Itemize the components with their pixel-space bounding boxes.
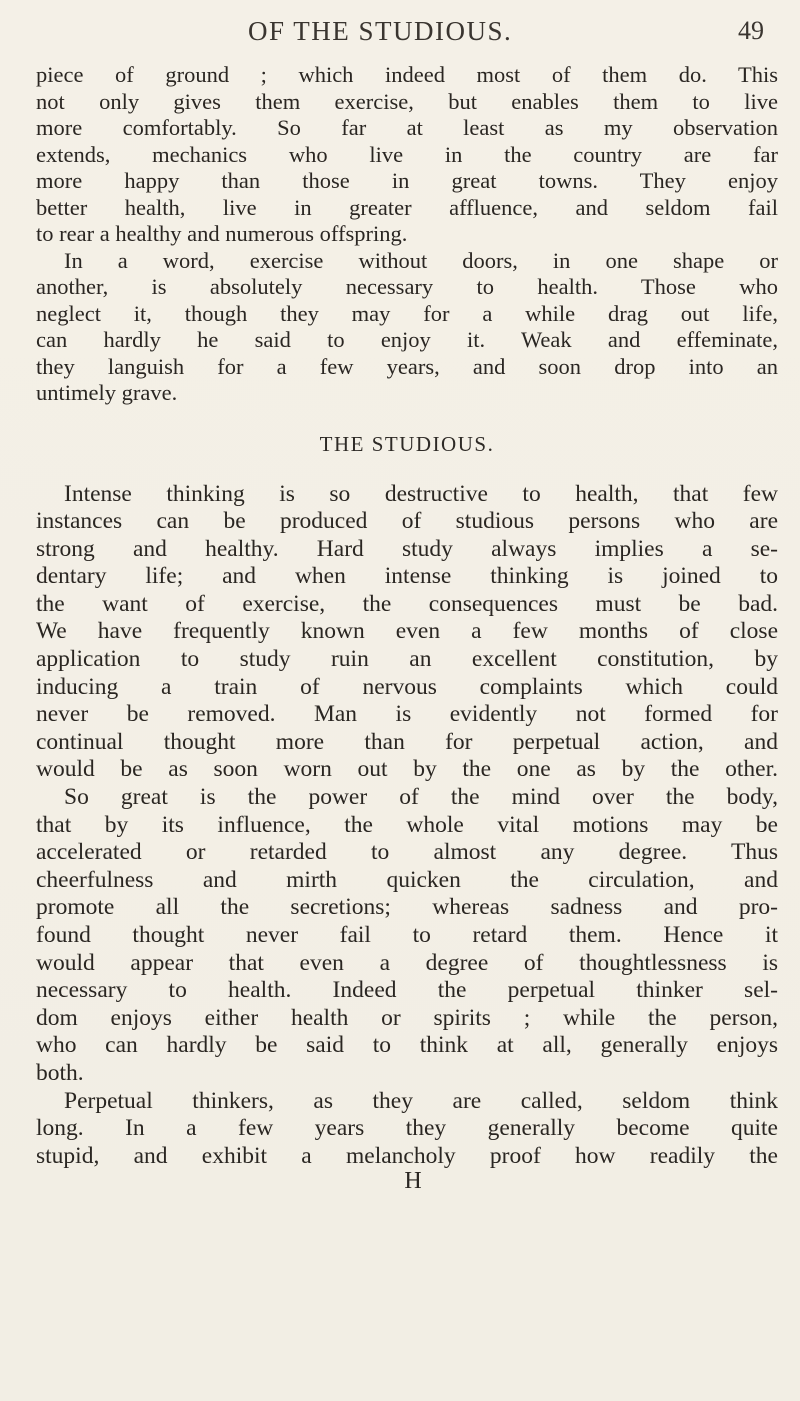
- text-line: Intense thinking is so destructive to health, that few: [64, 480, 778, 507]
- text-line: continual thought more than for perpetual action, and: [36, 728, 778, 755]
- text-line: So great is the power of the mind over the body,: [64, 784, 778, 811]
- text-line: untimely grave.: [36, 380, 178, 405]
- text-line: both.: [36, 1059, 84, 1086]
- text-line: dom enjoys either health or spirits ; while the person,: [36, 1004, 778, 1031]
- text-line: cheerfulness and mirth quicken the circulation, and: [36, 866, 778, 893]
- text-line: can hardly he said to enjoy it. Weak and effeminate,: [36, 327, 778, 352]
- paragraph-perpetual-thinkers: [36, 1088, 778, 1171]
- text-line: In a word, exercise without doors, in one shape or: [64, 247, 778, 273]
- text-line: Perpetual thinkers, as they are called, seldom think: [64, 1087, 778, 1114]
- text-line: dentary life; and when intense thinking is joined to: [36, 563, 778, 590]
- text-line: We have frequently known even a few months of close: [36, 618, 778, 645]
- text-line: would appear that even a degree of thoughtlessness is: [36, 949, 778, 976]
- text-line: found thought never fail to retard them. Hence it: [36, 922, 778, 948]
- paragraph-mind-over-body: [36, 784, 778, 1088]
- running-title: OF THE STUDIOUS.: [248, 16, 513, 46]
- section-studious: [36, 481, 778, 1171]
- text-line: accelerated or retarded to almost any degree. Thus: [36, 839, 778, 866]
- text-line: application to study ruin an excellent constitution, by: [36, 646, 778, 673]
- body-text: [36, 62, 778, 1196]
- section-heading: THE STUDIOUS.: [319, 431, 495, 456]
- text-line: the want of exercise, the consequences must be bad.: [36, 590, 778, 617]
- text-line: to rear a healthy and numerous offspring.: [36, 221, 408, 246]
- text-line: more happy than those in great towns. They enjoy: [36, 168, 778, 193]
- text-line: extends, mechanics who live in the country are far: [36, 141, 778, 167]
- paragraph-intense-thinking: [36, 481, 778, 785]
- text-line: instances can be produced of studious persons who are: [36, 508, 778, 535]
- text-line: piece of ground ; which indeed most of them do. This: [36, 62, 778, 87]
- text-line: neglect it, though they may for a while drag out life,: [36, 300, 778, 326]
- paragraph-exercise: [36, 248, 778, 407]
- text-line: would be as soon worn out by the one as by the other.: [36, 756, 778, 783]
- page-number: 49: [738, 16, 764, 45]
- text-line: strong and healthy. Hard study always implies a se-: [36, 535, 778, 562]
- text-line: they languish for a few years, and soon drop into an: [36, 353, 778, 379]
- signature-mark: H: [404, 1168, 422, 1195]
- text-line: long. In a few years they generally become quite: [36, 1115, 778, 1142]
- text-line: better health, live in greater affluence, and seldom fail: [36, 194, 778, 220]
- text-line: stupid, and exhibit a melancholy proof how readily the: [36, 1142, 778, 1169]
- text-line: not only gives them exercise, but enables them to live: [36, 88, 778, 114]
- text-line: that by its influence, the whole vital motions may be: [36, 811, 778, 838]
- text-line: another, is absolutely necessary to health. Those who: [36, 274, 778, 299]
- paragraph-mechanics: [36, 62, 778, 248]
- text-line: necessary to health. Indeed the perpetual thinker sel-: [36, 977, 778, 1004]
- text-line: more comfortably. So far at least as my observation: [36, 115, 778, 140]
- text-line: never be removed. Man is evidently not formed for: [36, 701, 778, 728]
- text-line: promote all the secretions; whereas sadness and pro-: [36, 894, 778, 921]
- running-head: [0, 16, 800, 46]
- text-line: inducing a train of nervous complaints which could: [36, 673, 778, 700]
- text-line: who can hardly be said to think at all, generally enjoys: [36, 1032, 778, 1059]
